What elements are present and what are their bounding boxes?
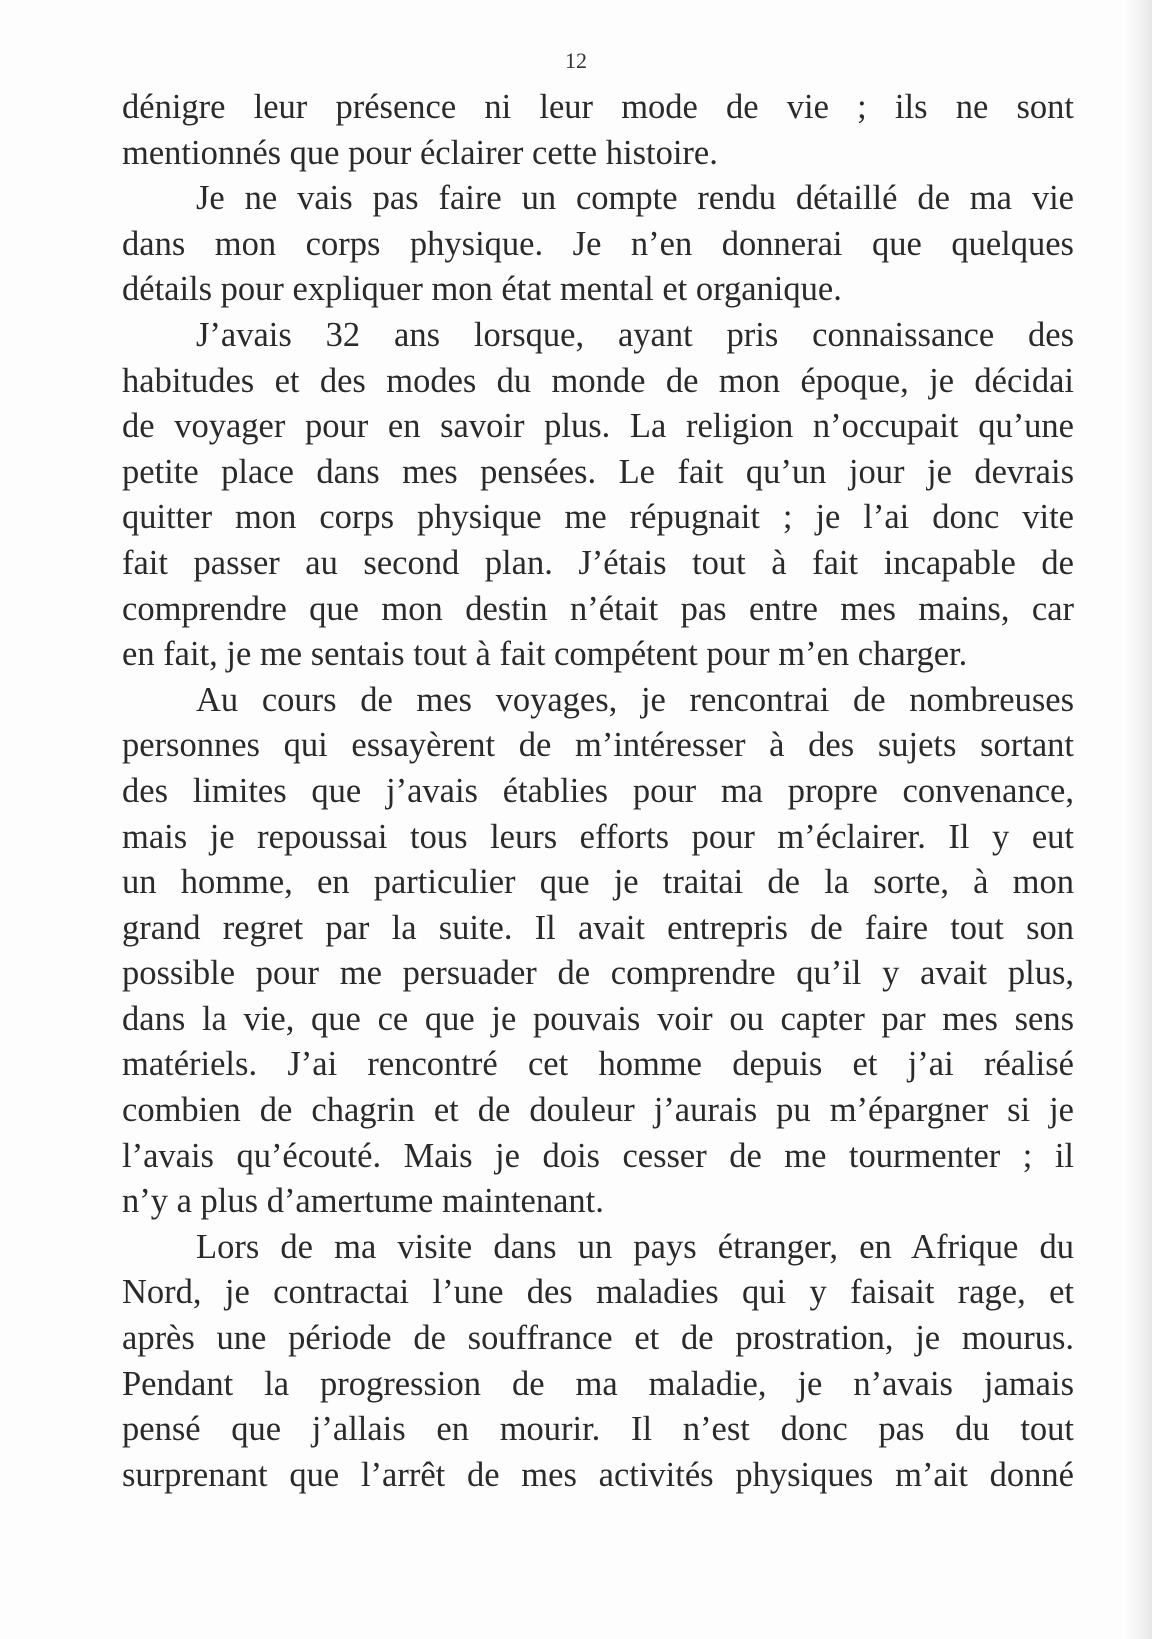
- paragraph: [122, 313, 1074, 678]
- text-line: l’avais qu’écouté. Mais je dois cesser de me tourmenter ; il: [122, 1136, 1074, 1175]
- text-line: matériels. J’ai rencontré cet homme depuis et j’ai réalisé: [122, 1045, 1074, 1084]
- paragraph: [122, 1225, 1074, 1499]
- text-line: comprendre que mon destin n’était pas entre mes mains, car: [122, 589, 1074, 628]
- text-line: surprenant que l’arrêt de mes activités physiques m’ait donné: [122, 1455, 1074, 1494]
- text-line: possible pour me persuader de comprendre qu’il y avait plus,: [122, 954, 1074, 993]
- text-line: habitudes et des modes du monde de mon époque, je décidai: [122, 361, 1074, 400]
- text-line: détails pour expliquer mon état mental et organique.: [122, 270, 842, 309]
- text-line: n’y a plus d’amertume maintenant.: [122, 1182, 604, 1221]
- text-line: après une période de souffrance et de prostration, je mourus.: [122, 1319, 1074, 1358]
- text-line: Nord, je contractai l’une des maladies qui y faisait rage, et: [122, 1273, 1074, 1312]
- text-line: petite place dans mes pensées. Le fait qu’un jour je devrais: [122, 452, 1074, 491]
- text-line: personnes qui essayèrent de m’intéresser à des sujets sortant: [122, 726, 1074, 765]
- text-line: des limites que j’avais établies pour ma propre convenance,: [122, 771, 1074, 810]
- page-number: 12: [565, 48, 587, 73]
- text-body: [122, 85, 1074, 1498]
- text-line: quitter mon corps physique me répugnait ; je l’ai donc vite: [122, 498, 1074, 537]
- paragraph: [122, 85, 1074, 176]
- text-line: dans mon corps physique. Je n’en donnerai que quelques: [122, 224, 1074, 263]
- text-line: mais je repoussai tous leurs efforts pour m’éclairer. Il y eut: [122, 817, 1074, 856]
- text-line: mentionnés que pour éclairer cette histoire.: [122, 133, 718, 172]
- paragraph: [122, 678, 1074, 1225]
- text-line: J’avais 32 ans lorsque, ayant pris connaissance des: [196, 315, 1074, 354]
- text-line: grand regret par la suite. Il avait entrepris de faire tout son: [122, 908, 1074, 947]
- text-line: Je ne vais pas faire un compte rendu détaillé de ma vie: [196, 179, 1074, 218]
- text-line: Pendant la progression de ma maladie, je n’avais jamais: [122, 1364, 1074, 1403]
- text-line: dénigre leur présence ni leur mode de vie ; ils ne sont: [122, 88, 1074, 126]
- text-line: pensé que j’allais en mourir. Il n’est donc pas du tout: [122, 1410, 1074, 1449]
- text-line: Lors de ma visite dans un pays étranger, en Afrique du: [196, 1227, 1074, 1266]
- paragraph: [122, 176, 1074, 313]
- text-line: en fait, je me sentais tout à fait compétent pour m’en charger.: [122, 635, 968, 674]
- text-line: Au cours de mes voyages, je rencontrai de nombreuses: [196, 680, 1074, 719]
- text-line: fait passer au second plan. J’étais tout à fait incapable de: [122, 543, 1074, 582]
- text-line: combien de chagrin et de douleur j’aurais pu m’épargner si je: [122, 1091, 1074, 1130]
- text-line: de voyager pour en savoir plus. La religion n’occupait qu’une: [122, 407, 1074, 446]
- text-line: dans la vie, que ce que je pouvais voir ou capter par mes sens: [122, 999, 1074, 1038]
- page-edge-shadow: [1124, 0, 1152, 1639]
- text-line: un homme, en particulier que je traitai de la sorte, à mon: [122, 863, 1074, 902]
